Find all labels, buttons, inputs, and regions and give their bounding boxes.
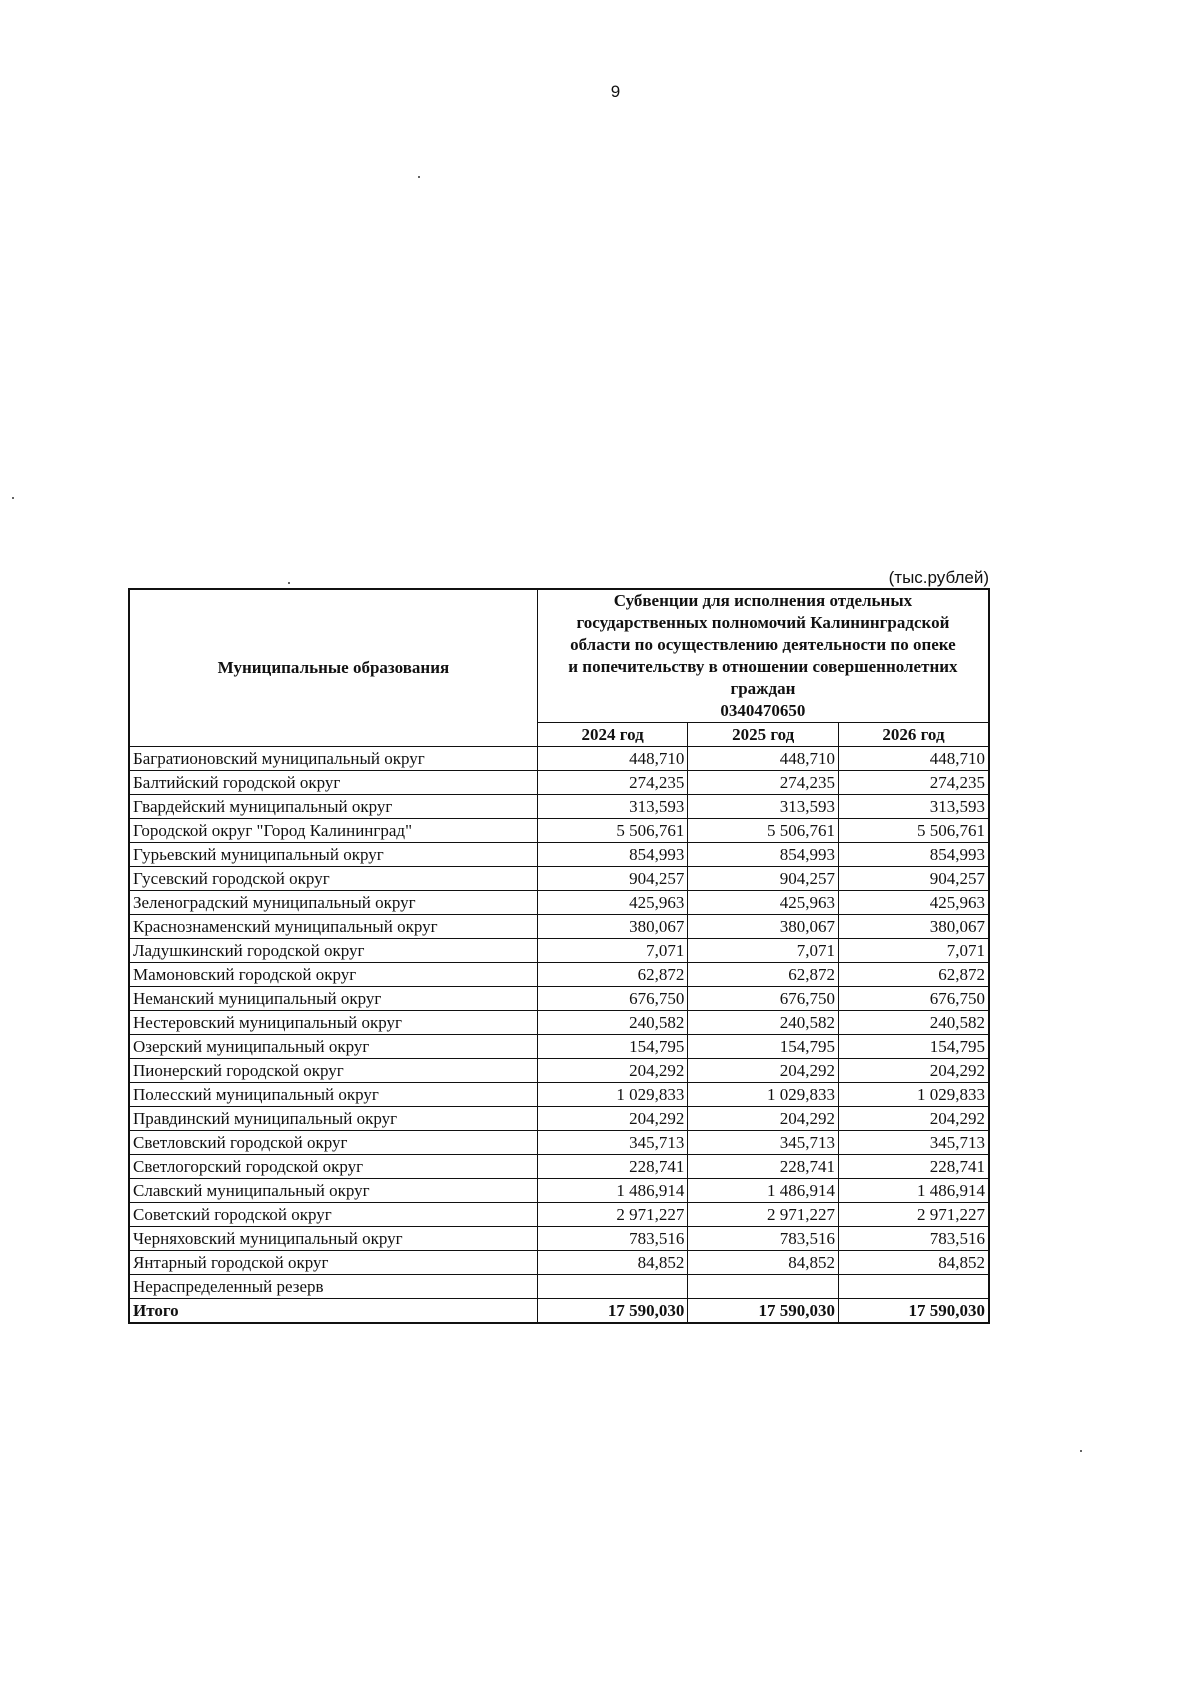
page-number: 9 (610, 82, 621, 101)
table-row (129, 771, 989, 795)
value-2025-cell: 854,993 (688, 843, 839, 867)
value-2024-cell: 345,713 (537, 1131, 688, 1155)
value-2026-cell: 204,292 (838, 1059, 989, 1083)
value-2026-cell: 274,235 (838, 771, 989, 795)
total-2024: 17 590,030 (537, 1299, 688, 1324)
table-body (129, 747, 989, 1299)
value-2025-cell: 1 029,833 (688, 1083, 839, 1107)
scan-speck (418, 176, 420, 178)
table-row (129, 1251, 989, 1275)
value-2025-cell: 7,071 (688, 939, 839, 963)
description-line: государственных полномочий Калининградской (576, 613, 950, 632)
municipality-name-cell: Краснознаменский муниципальный округ (129, 915, 537, 939)
value-2026-cell: 380,067 (838, 915, 989, 939)
value-2026-cell: 240,582 (838, 1011, 989, 1035)
table-row (129, 1059, 989, 1083)
value-2024-cell: 1 029,833 (537, 1083, 688, 1107)
value-2026-cell: 425,963 (838, 891, 989, 915)
total-2025: 17 590,030 (688, 1299, 839, 1324)
municipality-name-cell: Полесский муниципальный округ (129, 1083, 537, 1107)
total-label: Итого (129, 1299, 537, 1324)
value-2026-cell: 154,795 (838, 1035, 989, 1059)
table-row (129, 1275, 989, 1299)
value-2025-cell: 313,593 (688, 795, 839, 819)
scan-speck (1080, 1450, 1082, 1452)
value-2026-cell (838, 1275, 989, 1299)
value-2024-cell: 380,067 (537, 915, 688, 939)
municipality-name-cell: Светлогорский городской округ (129, 1155, 537, 1179)
value-2025-cell: 1 486,914 (688, 1179, 839, 1203)
total-row (129, 1299, 989, 1324)
table-row (129, 1011, 989, 1035)
value-2026-cell: 84,852 (838, 1251, 989, 1275)
value-2026-cell: 783,516 (838, 1227, 989, 1251)
value-2024-cell: 204,292 (537, 1107, 688, 1131)
table-header (129, 589, 989, 747)
table-row (129, 1107, 989, 1131)
value-2026-cell: 204,292 (838, 1107, 989, 1131)
municipality-name-cell: Светловский городской округ (129, 1131, 537, 1155)
municipality-name-cell: Гвардейский муниципальный округ (129, 795, 537, 819)
value-2024-cell: 204,292 (537, 1059, 688, 1083)
municipality-name-cell: Нераспределенный резерв (129, 1275, 537, 1299)
table-row (129, 939, 989, 963)
table-row (129, 1131, 989, 1155)
value-2025-cell: 345,713 (688, 1131, 839, 1155)
table-row (129, 819, 989, 843)
value-2024-cell: 62,872 (537, 963, 688, 987)
year-2025-header: 2025 год (688, 723, 839, 747)
value-2024-cell (537, 1275, 688, 1299)
value-2024-cell: 313,593 (537, 795, 688, 819)
municipality-name-cell: Ладушкинский городской округ (129, 939, 537, 963)
table-row (129, 795, 989, 819)
value-2026-cell: 904,257 (838, 867, 989, 891)
table-row (129, 843, 989, 867)
value-2025-cell: 2 971,227 (688, 1203, 839, 1227)
value-2025-cell: 676,750 (688, 987, 839, 1011)
table-row (129, 963, 989, 987)
description-line: Субвенции для исполнения отдельных (613, 591, 913, 610)
municipality-name-cell: Гурьевский муниципальный округ (129, 843, 537, 867)
year-2024-header: 2024 год (537, 723, 688, 747)
table-row (129, 891, 989, 915)
description-line: области по осуществлению деятельности по опеке (570, 635, 956, 654)
value-2026-cell: 345,713 (838, 1131, 989, 1155)
municipality-column-header: Муниципальные образования (129, 589, 537, 747)
value-2024-cell: 425,963 (537, 891, 688, 915)
municipality-name-cell: Нестеровский муниципальный округ (129, 1011, 537, 1035)
value-2024-cell: 1 486,914 (537, 1179, 688, 1203)
value-2026-cell: 2 971,227 (838, 1203, 989, 1227)
table-row (129, 1179, 989, 1203)
value-2024-cell: 154,795 (537, 1035, 688, 1059)
value-2025-cell: 84,852 (688, 1251, 839, 1275)
table-row (129, 987, 989, 1011)
municipality-name-cell: Советский городской округ (129, 1203, 537, 1227)
municipality-name-cell: Славский муниципальный округ (129, 1179, 537, 1203)
value-2024-cell: 240,582 (537, 1011, 688, 1035)
value-2026-cell: 854,993 (838, 843, 989, 867)
municipality-name-cell: Правдинский муниципальный округ (129, 1107, 537, 1131)
value-2025-cell: 380,067 (688, 915, 839, 939)
table-row (129, 747, 989, 771)
value-2024-cell: 783,516 (537, 1227, 688, 1251)
value-2024-cell: 84,852 (537, 1251, 688, 1275)
table-row (129, 1227, 989, 1251)
total-2026: 17 590,030 (838, 1299, 989, 1324)
value-2024-cell: 854,993 (537, 843, 688, 867)
table-row (129, 915, 989, 939)
municipality-name-cell: Мамоновский городской округ (129, 963, 537, 987)
value-2026-cell: 1 486,914 (838, 1179, 989, 1203)
value-2025-cell: 783,516 (688, 1227, 839, 1251)
value-2026-cell: 448,710 (838, 747, 989, 771)
value-2024-cell: 2 971,227 (537, 1203, 688, 1227)
scan-speck (12, 497, 14, 499)
value-2024-cell: 228,741 (537, 1155, 688, 1179)
value-2025-cell: 448,710 (688, 747, 839, 771)
value-2025-cell: 904,257 (688, 867, 839, 891)
value-2025-cell: 425,963 (688, 891, 839, 915)
municipality-name-cell: Городской округ "Город Калининград" (129, 819, 537, 843)
units-label: (тыс.рублей) (888, 568, 989, 587)
value-2025-cell: 240,582 (688, 1011, 839, 1035)
municipality-name-cell: Озерский муниципальный округ (129, 1035, 537, 1059)
value-2026-cell: 62,872 (838, 963, 989, 987)
value-2026-cell: 676,750 (838, 987, 989, 1011)
value-2025-cell: 5 506,761 (688, 819, 839, 843)
value-2025-cell: 228,741 (688, 1155, 839, 1179)
municipality-name-cell: Янтарный городской округ (129, 1251, 537, 1275)
municipality-name-cell: Черняховский муниципальный округ (129, 1227, 537, 1251)
value-2025-cell: 154,795 (688, 1035, 839, 1059)
value-2024-cell: 7,071 (537, 939, 688, 963)
municipality-name-cell: Гусевский городской округ (129, 867, 537, 891)
value-2025-cell (688, 1275, 839, 1299)
value-2026-cell: 228,741 (838, 1155, 989, 1179)
value-2025-cell: 274,235 (688, 771, 839, 795)
value-2026-cell: 1 029,833 (838, 1083, 989, 1107)
description-line: 0340470650 (720, 701, 806, 720)
description-line: граждан (730, 679, 796, 698)
value-2026-cell: 7,071 (838, 939, 989, 963)
scan-speck (288, 582, 290, 584)
value-2026-cell: 5 506,761 (838, 819, 989, 843)
municipality-name-cell: Балтийский городской округ (129, 771, 537, 795)
municipality-name-cell: Неманский муниципальный округ (129, 987, 537, 1011)
value-2026-cell: 313,593 (838, 795, 989, 819)
value-2024-cell: 676,750 (537, 987, 688, 1011)
subsidy-description-header (537, 589, 989, 723)
subsidy-table (128, 588, 990, 1324)
value-2024-cell: 904,257 (537, 867, 688, 891)
municipality-name-cell: Багратионовский муниципальный округ (129, 747, 537, 771)
table-row (129, 1203, 989, 1227)
value-2025-cell: 62,872 (688, 963, 839, 987)
table-row (129, 1035, 989, 1059)
municipality-name-cell: Зеленоградский муниципальный округ (129, 891, 537, 915)
table-row (129, 867, 989, 891)
year-2026-header: 2026 год (838, 723, 989, 747)
value-2024-cell: 5 506,761 (537, 819, 688, 843)
municipality-name-cell: Пионерский городской округ (129, 1059, 537, 1083)
value-2024-cell: 448,710 (537, 747, 688, 771)
value-2025-cell: 204,292 (688, 1059, 839, 1083)
value-2024-cell: 274,235 (537, 771, 688, 795)
table-row (129, 1155, 989, 1179)
table-row (129, 1083, 989, 1107)
description-line: и попечительству в отношении совершеннолетних (568, 657, 958, 676)
value-2025-cell: 204,292 (688, 1107, 839, 1131)
